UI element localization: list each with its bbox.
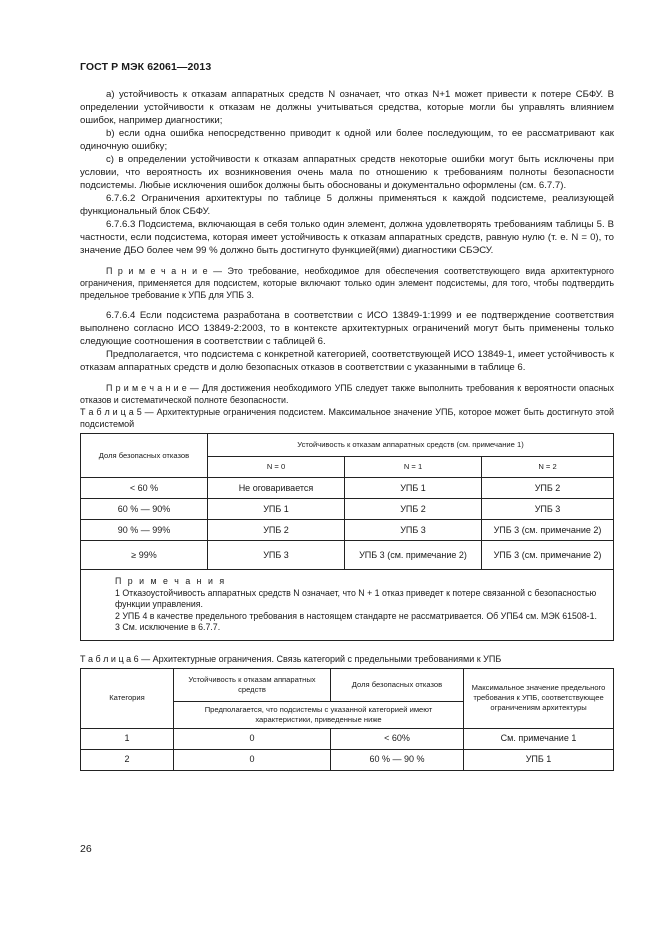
note-2 (80, 382, 614, 406)
paragraph-6-7-6-4: 6.7.6.4 Если подсистема разработана в соответствии с ИСО 13849-1:1999 и ее подтверждение соответствия выполнено согласно ИСО 13849-2:2003, то в контексте архитектурных ограничений могут быть применены только следующие соотношения в соответствии с таблицей 6. (80, 310, 614, 347)
table-cell: УПБ 1 (345, 478, 482, 499)
note-2-label: П р и м е ч а н и е (106, 383, 187, 393)
table-cell: 0 (174, 749, 331, 770)
table-5-caption-text: — Архитектурные ограничения подсистем. Максимальное значение УПБ, которое может быть достигнуто этой подсистемой (80, 407, 614, 429)
paragraph-6-7-6-2: 6.7.6.2 Ограничения архитектуры по таблице 5 должны применяться к каждой подсистеме, реализующей функциональный блок СБФУ. (80, 193, 614, 217)
table-cell: УПБ 3 (482, 499, 614, 520)
page-header: ГОСТ Р МЭК 62061—2013 (80, 61, 212, 73)
table-5-note-3: 3 См. исключение в 6.7.7. (115, 622, 221, 632)
table-cell: 90 % — 99% (81, 520, 208, 541)
table-cell: 60 % — 90 % (331, 749, 464, 770)
table-cell: См. примечание 1 (464, 728, 614, 749)
table-6 (80, 668, 614, 771)
table-5-note-1: 1 Отказоустойчивость аппаратных средств N означает, что N + 1 отказ приведет к потере связанной с безопасностью функции управления. (115, 587, 597, 609)
table-cell: УПБ 3 (208, 541, 345, 570)
table-cell: < 60% (331, 728, 464, 749)
table-cell: 1 (81, 728, 174, 749)
table-row (81, 541, 614, 570)
note-1-text: — Это требование, необходимое для обеспечения соответствующего вида архитектурного ограничения, применяется для подсистем, которые включают только один элемент подсистемы, для того, чтобы подтвердить предельное требование к УПБ для УПБ 3. (80, 266, 614, 300)
table-cell: ≥ 99% (81, 541, 208, 570)
note-1 (80, 265, 614, 301)
table-6-caption-text: — Архитектурные ограничения. Связь категорий с предельными требованиями к УПБ (138, 653, 502, 664)
table-cell: УПБ 3 (345, 520, 482, 541)
paragraph-assumption: Предполагается, что подсистема с конкретной категорией, соответствующей ИСО 13849-1, имеет устойчивость к отказам аппаратных средств и долю безопасных отказов в соответствии с указанными в таблице 6. (80, 349, 614, 373)
paragraph-c: с) в определении устойчивости к отказам аппаратных средств некоторые ошибки могут быть исключены при условии, что вероятность их возникновения очень мала по отношению к требованиям полноты безопасности подсистемы. Любые исключения ошибок должны быть обоснованы и документально оформлены (см. 6.7.7). (80, 154, 614, 191)
table-cell: УПБ 2 (482, 478, 614, 499)
table-6-subheader: Предполагается, что подсистемы с указанной категорией имеют характеристики, приведенные ниже (174, 701, 464, 728)
table-5-header-n1: N = 1 (345, 457, 482, 478)
table-row (81, 728, 614, 749)
table-cell: УПБ 3 (см. примечание 2) (482, 520, 614, 541)
table-row (81, 749, 614, 770)
table-5-notes-label: П р и м е ч а н и я (115, 576, 227, 586)
table-5 (80, 433, 614, 641)
table-cell: УПБ 1 (464, 749, 614, 770)
table-6-header-hft: Устойчивость к отказам аппаратных средств (174, 668, 331, 701)
table-5-notes (81, 570, 614, 641)
note-2-text: — Для достижения необходимого УПБ следует также выполнить требования к вероятности опасных отказов и систематической полноте безопасности. (80, 383, 614, 405)
table-cell: УПБ 3 (см. примечание 2) (482, 541, 614, 570)
table-5-header-sff: Доля безопасных отказов (81, 434, 208, 478)
table-cell: Не оговаривается (208, 478, 345, 499)
table-cell: УПБ 1 (208, 499, 345, 520)
table-6-caption-label: Т а б л и ц а 6 (80, 653, 139, 664)
table-6-header-sff: Доля безопасных отказов (331, 668, 464, 701)
table-5-caption (80, 406, 614, 430)
table-5-note-2: 2 УПБ 4 в качестве предельного требования в настоящем стандарте не рассматривается. Об УПБ4 см. МЭК 61508-1. (115, 610, 597, 621)
table-row (81, 499, 614, 520)
table-6-header-category: Категория (81, 668, 174, 728)
table-6-header-max-sil: Максимальное значение предельного требования к УПБ, соответствующее ограничениям архитектуры (464, 668, 614, 728)
paragraph-6-7-6-3: 6.7.6.3 Подсистема, включающая в себя только один элемент, должна удовлетворять требованиям таблицы 5. В частности, если подсистема, которая имеет устойчивость к отказам аппаратных средств, равную нулю (т. е. N = 0), то значение ДБО более чем 99 % должно быть достигнуто функцией(ями) диагностики СБЭСУ. (80, 219, 614, 256)
table-cell: 2 (81, 749, 174, 770)
table-cell: УПБ 2 (208, 520, 345, 541)
table-cell: 60 % — 90% (81, 499, 208, 520)
table-row (81, 478, 614, 499)
page-number: 26 (80, 843, 92, 855)
paragraph-a: а) устойчивость к отказам аппаратных средств N означает, что отказ N+1 может привести к потере СБФУ. В определении устойчивости к отказам не должны учитываться средства, которые могли бы управлять влиянием ошибок, например диагностики; (80, 89, 614, 126)
table-cell: УПБ 3 (см. примечание 2) (345, 541, 482, 570)
table-5-header-n0: N = 0 (208, 457, 345, 478)
table-cell: < 60 % (81, 478, 208, 499)
table-row (81, 520, 614, 541)
table-5-caption-label: Т а б л и ц а 5 (80, 407, 142, 417)
paragraph-b: b) если одна ошибка непосредственно приводит к одной или более последующим, то ее рассматривают как одиночную ошибку; (80, 128, 614, 152)
table-5-header-n2: N = 2 (482, 457, 614, 478)
note-1-label: П р и м е ч а н и е (106, 266, 208, 276)
table-5-header-hft: Устойчивость к отказам аппаратных средств (см. примечание 1) (208, 434, 614, 457)
body-text (80, 88, 614, 771)
table-6-caption (80, 653, 614, 665)
table-cell: 0 (174, 728, 331, 749)
table-cell: УПБ 2 (345, 499, 482, 520)
